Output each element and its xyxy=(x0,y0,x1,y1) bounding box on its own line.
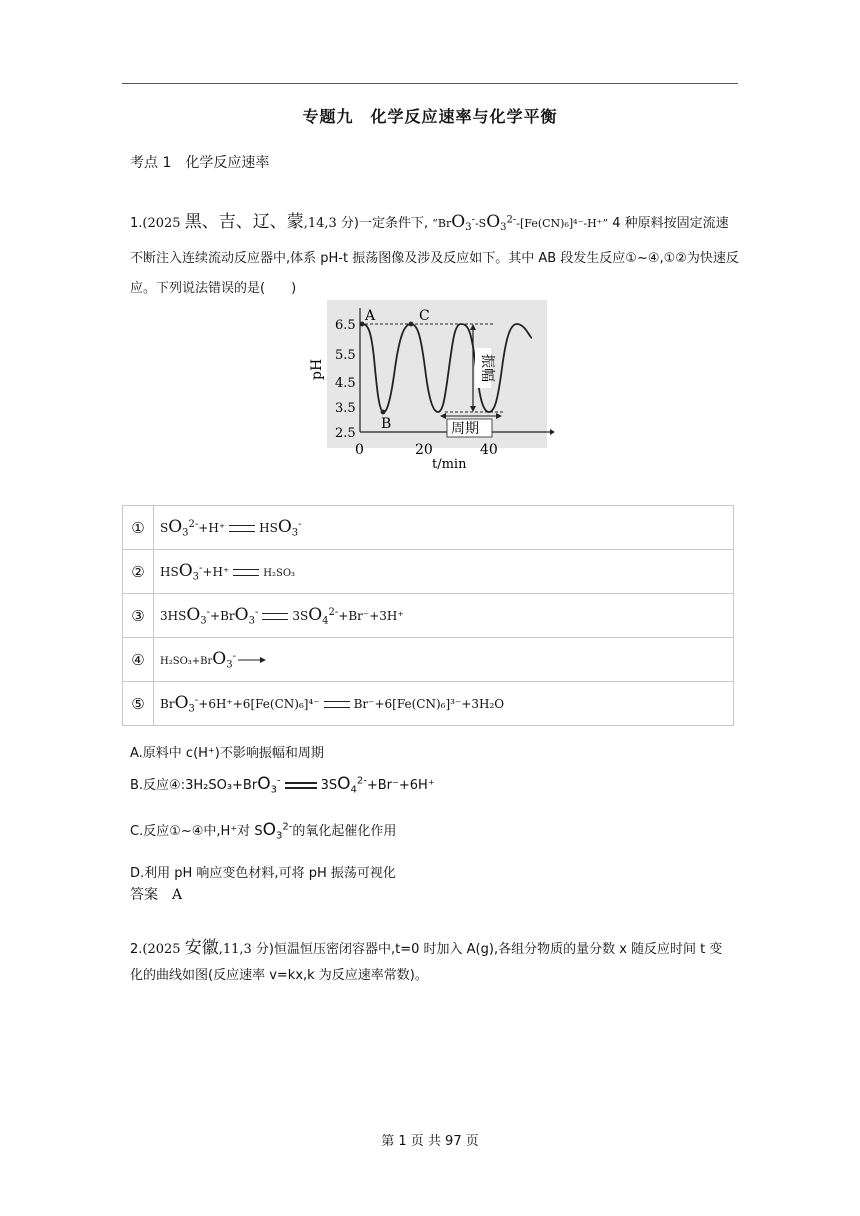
equals-sign xyxy=(262,613,288,620)
q1-line3: 应。下列说法错误的是( ) xyxy=(130,281,297,296)
x-tick-40: 40 xyxy=(480,442,498,458)
q2-line2: 化的曲线如图(反应速率 v=kx,k 为反应速率常数)。 xyxy=(130,968,428,983)
x-tick-20: 20 xyxy=(415,442,433,458)
answer xyxy=(130,884,182,904)
x-axis-label: t/min xyxy=(432,457,467,472)
q1-source-regions: 黑、吉、辽、蒙 xyxy=(184,212,304,232)
y-tick-5.5: 5.5 xyxy=(335,348,356,363)
reaction-row: ② $HSO_3^-+H^+$ H₂SO₃ xyxy=(123,550,734,594)
point-C-label: C xyxy=(419,308,430,324)
section-heading: 考点 1 化学反应速率 xyxy=(130,155,270,171)
x-tick-0: 0 xyxy=(355,442,364,458)
option-A: A.原料中 c(H⁺)不影响振幅和周期 xyxy=(130,746,324,761)
y-tick-2.5: 2.5 xyxy=(335,426,356,441)
equilibrium-sign xyxy=(233,569,259,576)
q2-number: 2. xyxy=(130,942,143,957)
y-tick-4.5: 4.5 xyxy=(335,376,356,391)
equals-sign xyxy=(285,782,317,789)
answer-label: 答案 xyxy=(130,887,158,903)
q1-system: “$BrO_3^--SO_3^{2-}-[Fe(CN)_6]^{4-}-H^+$” xyxy=(432,212,609,234)
q1-line1: 1.(2025 黑、吉、辽、蒙,14,3 分)一定条件下, “$BrO_3^--SO_3^{2-}-[Fe(CN)_6]^{4-}-H^+$” 4 种原料按固定流速 xyxy=(130,212,729,234)
answer-value: A xyxy=(172,887,183,903)
equilibrium-sign xyxy=(229,525,255,532)
period-label: 周期 xyxy=(451,421,479,437)
q1-line2: 不断注入连续流动反应器中,体系 pH-t 振荡图像及涉及反应如下。其中 AB 段发生反应①~④,①②为快速反 xyxy=(130,251,739,266)
x-axis-arrow xyxy=(550,429,555,435)
header-rule xyxy=(122,83,738,84)
option-D: D.利用 pH 响应变色材料,可将 pH 振荡可视化 xyxy=(130,866,396,881)
q2-line1: 2.(2025 安徽,11,3 分)恒温恒压密闭容器中,t=0 时加入 A(g),各组分物质的量分数 x 随反应时间 t 变 xyxy=(130,938,723,958)
reaction-row: ① $SO_3^{2-}+H^+$ $HSO_3^-$ xyxy=(123,506,734,550)
y-axis-label: pH xyxy=(309,358,325,380)
page-footer: 第 1 页 共 97 页 xyxy=(381,1134,479,1149)
point-A-label: A xyxy=(365,308,376,324)
ph-oscillation-figure xyxy=(305,298,555,473)
point-B xyxy=(381,410,386,415)
reaction-row: ⑤ BrO$_3$-+6H⁺+6[Fe(CN)₆]⁴⁻ Br⁻+6[Fe(CN)₆]³⁻+3H₂O xyxy=(123,682,734,726)
equals-sign xyxy=(324,701,350,708)
y-tick-6.5: 6.5 xyxy=(335,318,356,333)
reaction-table xyxy=(122,505,734,726)
right-arrow-icon xyxy=(238,656,266,664)
reaction-row: ④ H₂SO₃+BrO$_3$- xyxy=(123,638,734,682)
option-B: B.反应④:3H₂SO₃+BrO$_3$- $3SO_4^{2-}+Br^-+6H^+$ xyxy=(130,774,435,796)
point-C xyxy=(409,322,414,327)
reaction-row: ③ $3HSO_3^-+BrO_3^-$ $3SO_4^{2-}+Br^-+3H^+$ xyxy=(123,594,734,638)
point-A xyxy=(360,322,365,327)
q1-number: 1. xyxy=(130,216,143,231)
page-title: 专题九 化学反应速率与化学平衡 xyxy=(302,107,558,126)
y-tick-3.5: 3.5 xyxy=(335,401,356,416)
amplitude-label: 振幅 xyxy=(479,354,495,382)
point-B-label: B xyxy=(381,416,392,432)
option-C: C.反应①~④中,H⁺对 $SO_3^{2-}$的氧化起催化作用 xyxy=(130,820,397,842)
